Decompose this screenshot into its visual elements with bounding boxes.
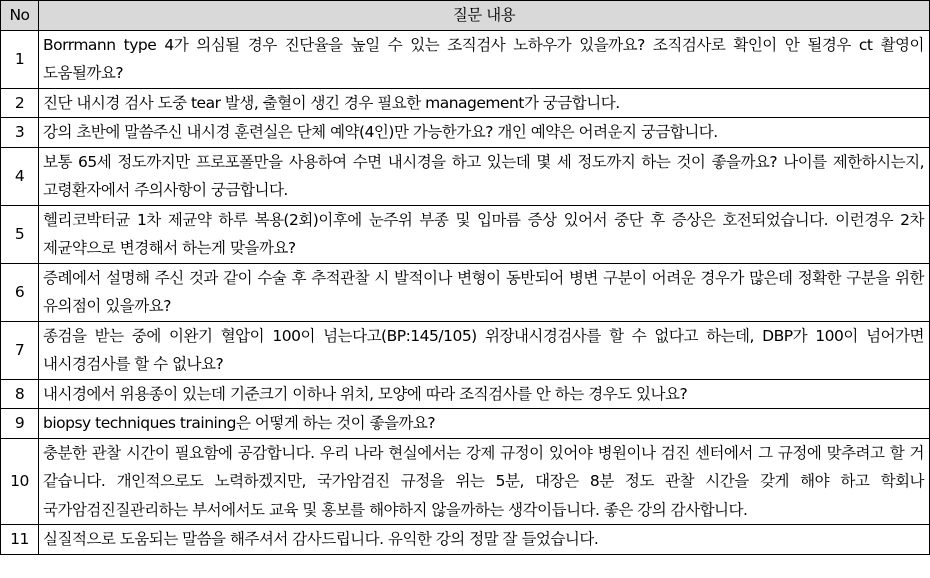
row-number: 4 <box>1 147 39 205</box>
row-number: 5 <box>1 205 39 263</box>
header-question: 질문 내용 <box>39 1 930 31</box>
question-text: 실질적으로 도움되는 말씀을 해주셔서 감사드립니다. 유익한 강의 정말 잘 들었습니다. <box>39 525 930 555</box>
header-row <box>1 1 930 31</box>
table-row <box>1 147 930 205</box>
question-text: 보통 65세 정도까지만 프로포폴만을 사용하여 수면 내시경을 하고 있는데 몇 세 정도까지 하는 것이 좋을까요? 나이를 제한하시는지, 고령환자에서 주의사항이 궁금합니다. <box>39 147 930 205</box>
question-text: 강의 초반에 말씀주신 내시경 훈련실은 단체 예약(4인)만 가능한가요? 개인 예약은 어려운지 궁금합니다. <box>39 118 930 148</box>
question-text: 충분한 관찰 시간이 필요함에 공감합니다. 우리 나라 현실에서는 강제 규정이 있어야 병원이나 검진 센터에서 그 규정에 맞추려고 할 거 같습니다. 개인적으로도 노력하겠지만, 국가암검진 규정을 위는 5분, 대장은 8분 정도 관찰 시간을 갖게 해야 하고 학회나 국가암검진질관리하는 부서에서도 교육 및 홍보를 해야하지 않을까하는 생각이듭니다. 좋은 강의 감사합니다. <box>39 438 930 525</box>
row-number: 7 <box>1 321 39 379</box>
row-number: 10 <box>1 438 39 525</box>
row-number: 6 <box>1 263 39 321</box>
row-number: 9 <box>1 409 39 439</box>
question-text: 내시경에서 위용종이 있는데 기준크기 이하나 위치, 모양에 따라 조직검사를 안 하는 경우도 있나요? <box>39 379 930 409</box>
row-number: 3 <box>1 118 39 148</box>
row-number: 11 <box>1 525 39 555</box>
row-number: 1 <box>1 30 39 88</box>
table-row <box>1 118 930 148</box>
question-text: biopsy techniques training은 어떻게 하는 것이 좋을까요? <box>39 409 930 439</box>
table-row <box>1 321 930 379</box>
table-row <box>1 263 930 321</box>
header-no: No <box>1 1 39 31</box>
table-row <box>1 30 930 88</box>
table-row <box>1 205 930 263</box>
table-row <box>1 409 930 439</box>
question-text: 진단 내시경 검사 도중 tear 발생, 출혈이 생긴 경우 필요한 management가 궁금합니다. <box>39 88 930 118</box>
row-number: 2 <box>1 88 39 118</box>
table-row <box>1 379 930 409</box>
table-row <box>1 438 930 525</box>
question-text: Borrmann type 4가 의심될 경우 진단율을 높일 수 있는 조직검사 노하우가 있을까요? 조직검사로 확인이 안 될경우 ct 촬영이 도움될까요? <box>39 30 930 88</box>
row-number: 8 <box>1 379 39 409</box>
question-text: 증례에서 설명해 주신 것과 같이 수술 후 추적관찰 시 발적이나 변형이 동반되어 병변 구분이 어려운 경우가 많은데 정확한 구분을 위한 유의점이 있을까요? <box>39 263 930 321</box>
question-text: 헬리코박터균 1차 제균약 하루 복용(2회)이후에 눈주위 부종 및 입마름 증상 있어서 중단 후 증상은 호전되었습니다. 이런경우 2차 제균약으로 변경해서 하는게 맞을까요? <box>39 205 930 263</box>
table-row <box>1 88 930 118</box>
question-text: 종검을 받는 중에 이완기 혈압이 100이 넘는다고(BP:145/105) 위장내시경검사를 할 수 없다고 하는데, DBP가 100이 넘어가면 내시경검사를 할 수 없나요? <box>39 321 930 379</box>
table-row <box>1 525 930 555</box>
